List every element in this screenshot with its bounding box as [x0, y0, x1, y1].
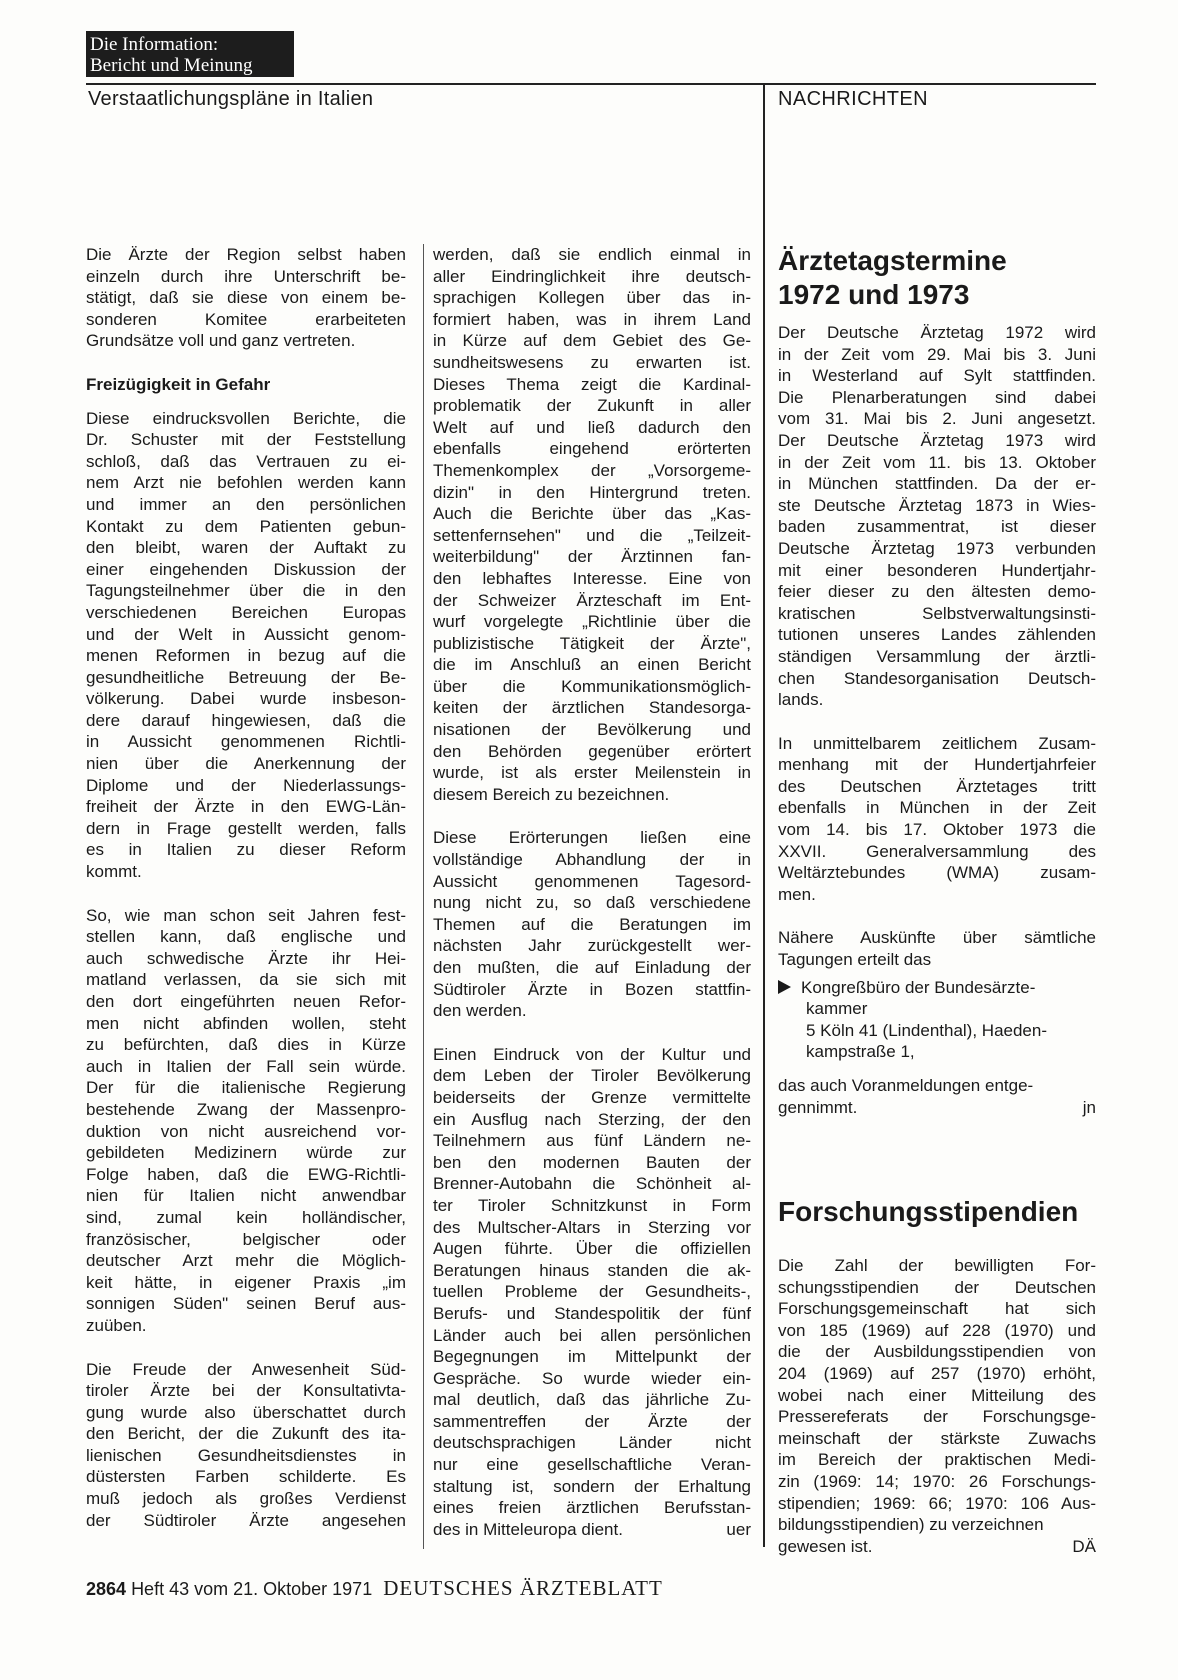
- text-line: deutscher Arzt mehr die Möglich-: [86, 1251, 406, 1271]
- text-line: des Multscher-Altars in Sterzing vor: [433, 1217, 751, 1237]
- paragraph: [778, 733, 1096, 906]
- paragraph: [86, 1359, 406, 1532]
- news-column-forschung: [778, 1255, 1096, 1557]
- text-line: stätigt, daß sie diese von einem be-: [86, 288, 406, 308]
- column-divider-middle: [423, 244, 424, 1549]
- text-line: in Aussicht genommenen Richtli-: [86, 732, 406, 752]
- text-line: Begegnungen im Mittelpunkt der: [433, 1347, 751, 1367]
- text-line: dem Leben der Tiroler Bevölkerung: [433, 1066, 751, 1086]
- text-line: 204 (1969) auf 257 (1970) erhöht,: [778, 1363, 1096, 1383]
- bullet-line: Kongreßbüro der Bundesärzte-: [801, 977, 1036, 997]
- text-line: in der Zeit vom 29. Mai bis 3. Juni: [778, 344, 1096, 364]
- news-title-line-1: Ärztetagstermine: [778, 245, 1007, 276]
- text-line: Teilnehmern aus fünf Ländern ne-: [433, 1131, 751, 1151]
- text-line: nien über die Anerkennung der: [86, 754, 406, 774]
- text-line: Beratungen hinaus standen die ak-: [433, 1260, 751, 1280]
- bullet-line: kampstraße 1,: [806, 1042, 915, 1062]
- paragraph: [778, 927, 1096, 970]
- news-title-forschung: Forschungsstipendien: [778, 1196, 1079, 1227]
- text-line: weiterbildung" der Ärztinnen fan-: [433, 547, 751, 567]
- text-line: die der Ausbildungsstipendien von: [778, 1342, 1096, 1362]
- text-line: So, wie man schon seit Jahren fest-: [86, 905, 406, 925]
- text-line: publizistische Tätigkeit der Ärzte",: [433, 633, 751, 653]
- text-line: Diplome und der Niederlassungs-: [86, 775, 406, 795]
- text-line: den dort eingeführten neuen Refor-: [86, 992, 406, 1011]
- text-line: tiroler Ärzte bei der Konsultativta-: [86, 1381, 406, 1401]
- author-signature: DÄ: [1072, 1536, 1096, 1556]
- topic-heading: Verstaatlichungspläne in Italien: [88, 88, 374, 110]
- text-line: deutschsprachigen Länder nicht: [433, 1433, 751, 1453]
- text-line: feier dieser zu den ältesten demo-: [778, 582, 1096, 602]
- text-line: mal deutlich, daß das jährliche Zu-: [433, 1390, 751, 1410]
- issue-info: Heft 43 vom 21. Oktober 1971: [131, 1579, 373, 1599]
- text-line: Berufs- und Standespolitik der fünf: [433, 1303, 751, 1323]
- text-line: sammentreffen der Ärzte der: [433, 1411, 751, 1431]
- text-line: in Kürze auf dem Gebiet des Ge-: [433, 331, 751, 351]
- text-line: es in Italien zu dieser Reform: [86, 840, 406, 860]
- section-badge: [86, 31, 294, 77]
- news-title-aerztetag: [778, 244, 1007, 312]
- text-line: beiderseits der Grenze vermittelte: [433, 1087, 751, 1107]
- page-footer: [86, 1576, 663, 1601]
- text-line: gung wurde also überschattet durch: [86, 1402, 406, 1422]
- text-line: problematik der Zukunft in aller: [433, 396, 751, 416]
- text-line: sundheitswesens zu erwarten ist.: [433, 352, 751, 372]
- text-line: men nicht abfinden wollen, steht: [86, 1013, 406, 1033]
- text-line: Aussicht genommenen Tagesord-: [433, 871, 751, 891]
- subheading: Freizügigkeit in Gefahr: [86, 374, 271, 394]
- text-line: den bleibt, waren der Auftakt zu: [86, 538, 406, 558]
- paragraph: [86, 244, 406, 352]
- text-line: staltung ist, sondern der Erhaltung: [433, 1476, 751, 1496]
- text-line: Länder auch bei allen persönlichen: [433, 1325, 751, 1345]
- text-line: In unmittelbarem zeitlichem Zusam-: [778, 733, 1096, 753]
- paragraph: [86, 408, 406, 883]
- text-line: wobei nach einer Mitteilung des: [778, 1385, 1096, 1405]
- text-line: den mußten, die auf Einladung der: [433, 958, 751, 977]
- text-line: schungsstipendien der Deutschen: [778, 1277, 1096, 1297]
- text-line: Brenner-Autobahn die Schönheit al-: [433, 1174, 751, 1194]
- text-line: französischer, belgischer oder: [86, 1229, 406, 1249]
- text-line: baden zusammentrat, ist dieser: [778, 517, 1096, 537]
- text-line: in München stattfinden. Da der er-: [778, 474, 1096, 494]
- text-line: Augen führte. Über die offiziellen: [433, 1239, 751, 1259]
- text-line: dern in Frage gestellt werden, falls: [86, 818, 406, 838]
- text-line: Grundsätze voll und ganz vertreten.: [86, 331, 356, 351]
- text-line: duktion von nicht ausreichend vor-: [86, 1121, 406, 1141]
- text-line: gewesen ist.: [778, 1536, 873, 1556]
- text-line: Die Ärzte der Region selbst haben: [86, 245, 406, 264]
- text-line: düstersten Farben schilderte. Es: [86, 1467, 406, 1487]
- column-divider: [763, 84, 765, 1547]
- text-line: Nähere Auskünfte über sämtliche: [778, 928, 1096, 948]
- author-signature: jn: [1082, 1097, 1096, 1117]
- text-line: ein Ausflug nach Sterzing, der den: [433, 1109, 751, 1129]
- text-line: meinschaft der stärkste Zuwachs: [778, 1428, 1096, 1448]
- text-line: lands.: [778, 690, 824, 710]
- text-line: und der Welt in Aussicht genom-: [86, 624, 406, 644]
- text-line: diesem Bereich zu bezeichnen.: [433, 784, 670, 804]
- text-line: nien für Italien nicht anwendbar: [86, 1186, 406, 1206]
- text-line: Südtiroler Ärzte in Bozen stattfin-: [433, 979, 751, 999]
- badge-line-2: Bericht und Meinung: [90, 55, 253, 76]
- triangle-bullet-icon: [778, 980, 791, 994]
- text-line: [433, 1519, 751, 1541]
- text-line: nur eine gesellschaftliche Veran-: [433, 1455, 751, 1475]
- text-line: gebildeten Medizinern würde zur: [86, 1143, 406, 1163]
- text-line: zuüben.: [86, 1315, 147, 1335]
- text-line: sonnigen Süden" seinen Beruf aus-: [86, 1294, 406, 1314]
- text-line: keiten der ärztlichen Standesorga-: [433, 698, 751, 718]
- magazine-name: DEUTSCHES ÄRZTEBLATT: [383, 1576, 663, 1600]
- text-line: stellen kann, daß englische und: [86, 927, 406, 947]
- text-line: ebenfalls in München in der Zeit: [778, 798, 1096, 818]
- text-line: muß jedoch als großes Verdienst: [86, 1489, 406, 1509]
- text-line: Weltärztebundes (WMA) zusam-: [778, 863, 1096, 883]
- news-title-line-2: 1972 und 1973: [778, 279, 970, 310]
- text-line: sind, zumal kein holländischer,: [86, 1207, 406, 1227]
- text-line: der Südtiroler Ärzte angesehen: [86, 1510, 406, 1530]
- text-line: aller Eindringlichkeit ihre deutsch-: [433, 266, 751, 286]
- text-line: nächsten Jahr zurückgestellt wer-: [433, 936, 751, 956]
- text-line: eines freien ärztlichen Berufsstan-: [433, 1498, 751, 1518]
- text-line: menen Reformen in bezug auf die: [86, 646, 406, 666]
- text-line: des in Mitteleuropa dient.: [433, 1519, 623, 1539]
- text-line: Kontakt zu dem Patienten gebun-: [86, 516, 406, 536]
- text-line: chen Standesorganisation Deutsch-: [778, 668, 1096, 688]
- text-line: und immer an den persönlichen: [86, 494, 406, 514]
- text-line: in Westerland auf Sylt stattfinden.: [778, 366, 1096, 386]
- article-column-2: [433, 244, 751, 1540]
- text-line: Dr. Schuster mit der Feststellung: [86, 430, 406, 450]
- paragraph: [86, 905, 406, 1337]
- text-line: lienischen Gesundheitsdienstes in: [86, 1445, 406, 1465]
- text-line: settenfernsehen" und die „Teilzeit-: [433, 525, 751, 545]
- text-line: Forschungsgemeinschaft hat sich: [778, 1299, 1096, 1319]
- text-line: über die Kommunikationsmöglich-: [433, 676, 751, 696]
- text-line: Der Deutsche Ärztetag 1972 wird: [778, 323, 1096, 342]
- text-line: zin (1969: 14; 1970: 26 Forschungs-: [778, 1471, 1096, 1491]
- text-line: einzeln durch ihre Unterschrift be-: [86, 266, 406, 286]
- text-line: Diese Erörterungen ließen eine: [433, 828, 751, 848]
- text-line: im Bereich der praktischen Medi-: [778, 1450, 1096, 1470]
- text-line: Themenkomplex der „Vorsorgeme-: [433, 460, 751, 480]
- text-line: kommt.: [86, 862, 142, 882]
- text-line: formiert haben, was in ihrem Land: [433, 309, 751, 329]
- text-line: ste Deutsche Ärztetag 1873 in Wies-: [778, 495, 1096, 515]
- text-line: Tagungsteilnehmer über die in den: [86, 581, 406, 601]
- text-line: Dieses Thema zeigt die Kardinal-: [433, 374, 751, 394]
- text-line: freiheit der Ärzte in den EWG-Län-: [86, 797, 406, 817]
- text-line: Folge haben, daß die EWG-Richtli-: [86, 1164, 406, 1184]
- text-line: Themen auf die Beratungen im: [433, 914, 751, 934]
- text-line: mit einer besonderen Hundertjahr-: [778, 560, 1096, 580]
- text-line: von 185 (1969) auf 228 (1970) und: [778, 1320, 1096, 1340]
- text-line: des Deutschen Ärztetages tritt: [778, 776, 1096, 796]
- text-line: ben den modernen Bauten der: [433, 1152, 751, 1172]
- text-line: den lebhaftes Interesse. Eine von: [433, 568, 751, 588]
- text-line: stipendien; 1969: 66; 1970: 106 Aus-: [778, 1493, 1096, 1513]
- article-column-1: [86, 244, 406, 1531]
- text-line: gennimmt.: [778, 1097, 858, 1117]
- paragraph: [433, 827, 751, 1021]
- text-line: [778, 1536, 1096, 1558]
- text-line: dere darauf hingewiesen, daß die: [86, 710, 406, 730]
- text-line: Auch die Berichte über das „Kas-: [433, 504, 751, 524]
- text-line: den Behörden gegenüber erörtert: [433, 741, 751, 761]
- text-line: keit hätte, in eigener Praxis „im: [86, 1272, 406, 1292]
- paragraph: [778, 1255, 1096, 1536]
- text-line: werden, daß sie endlich einmal in: [433, 245, 751, 264]
- text-line: auch schwedische Ärzte ihr Hei-: [86, 948, 406, 968]
- bullet-item: [778, 977, 1096, 999]
- text-line: schloß, daß das Vertrauen zu ei-: [86, 451, 406, 471]
- text-line: die im Anschluß an einen Bericht: [433, 655, 751, 675]
- text-line: XXVII. Generalversammlung des: [778, 841, 1096, 861]
- text-line: ter Tiroler Schnitzkunst in Form: [433, 1195, 751, 1215]
- page-number: 2864: [86, 1579, 127, 1599]
- bullet-line: kammer: [806, 999, 868, 1019]
- text-line: Deutsche Ärztetag 1973 verbunden: [778, 538, 1096, 558]
- text-line: menhang mit der Hundertjahrfeier: [778, 755, 1096, 775]
- text-line: das auch Voranmeldungen entge-: [778, 1076, 1034, 1095]
- text-line: Die Freude der Anwesenheit Süd-: [86, 1359, 406, 1379]
- text-line: Gespräche. So wurde wieder ein-: [433, 1368, 751, 1388]
- badge-line-1: Die Information:: [90, 34, 219, 55]
- text-line: den Bericht, der die Zukunft des ita-: [86, 1424, 406, 1444]
- text-line: kratischen Selbstverwaltungsinsti-: [778, 603, 1096, 623]
- text-line: dizin" in den Hintergrund treten.: [433, 482, 751, 502]
- text-line: völkerung. Dabei wurde insbeson-: [86, 689, 406, 709]
- text-line: men.: [778, 884, 816, 904]
- text-line: Der Deutsche Ärztetag 1973 wird: [778, 430, 1096, 450]
- text-line: auch in Italien der Fall sein würde.: [86, 1056, 406, 1076]
- text-line: tuellen Probleme der Gesundheits-,: [433, 1282, 751, 1302]
- text-line: Welt auf und ließ dadurch den: [433, 417, 751, 437]
- text-line: Einen Eindruck von der Kultur und: [433, 1044, 751, 1064]
- author-signature: uer: [726, 1519, 751, 1539]
- text-line: gesundheitliche Betreuung der Be-: [86, 667, 406, 687]
- text-line: Die Zahl der bewilligten For-: [778, 1256, 1096, 1275]
- section-heading: NACHRICHTEN: [778, 88, 928, 110]
- text-line: matland verlassen, da sie sich mit: [86, 970, 406, 990]
- paragraph: [433, 244, 751, 805]
- text-line: Der für die italienische Regierung: [86, 1078, 406, 1098]
- news-column-aerztetag: [778, 322, 1096, 1118]
- text-line: wurde, ist als erster Meilenstein in: [433, 763, 751, 783]
- text-line: wurf vorgelegte „Richtlinie über die: [433, 612, 751, 632]
- text-line: tutionen unseres Landes zählenden: [778, 625, 1096, 645]
- bullet-line: 5 Köln 41 (Lindenthal), Haeden-: [806, 1020, 1047, 1040]
- text-line: Tagungen erteilt das: [778, 950, 932, 970]
- header-rule: [86, 83, 1096, 85]
- text-line: einer eingehenden Diskussion der: [86, 559, 406, 579]
- text-line: bestehende Zwang der Massenpro-: [86, 1099, 406, 1119]
- paragraph: [433, 1044, 751, 1541]
- text-line: sprachigen Kollegen über das in-: [433, 288, 751, 308]
- text-line: vollständige Abhandlung der in: [433, 850, 751, 870]
- text-line: nung nicht zu, so daß verschiedene: [433, 893, 751, 913]
- text-line: in der Zeit vom 11. bis 13. Oktober: [778, 452, 1096, 472]
- text-line: der Schweizer Ärzteschaft im Ent-: [433, 590, 751, 610]
- text-line: nem Arzt nie befohlen werden kann: [86, 473, 406, 493]
- text-line: sonderen Komitee erarbeiteten: [86, 309, 406, 329]
- text-line: verschiedenen Bereichen Europas: [86, 602, 406, 622]
- text-line: Pressereferats der Forschungsge-: [778, 1407, 1096, 1427]
- text-line: bildungsstipendien) zu verzeichnen: [778, 1515, 1044, 1535]
- text-line: ebenfalls eingehend erörterten: [433, 439, 751, 459]
- text-line: [778, 1097, 1096, 1119]
- text-line: ständigen Versammlung der ärztli-: [778, 646, 1096, 666]
- text-line: vom 31. Mai bis 2. Juni angesetzt.: [778, 409, 1096, 429]
- text-line: den werden.: [433, 1001, 527, 1021]
- text-line: zu befürchten, daß dies in Kürze: [86, 1035, 406, 1055]
- text-line: vom 14. bis 17. Oktober 1973 die: [778, 820, 1096, 840]
- text-line: Diese eindrucksvollen Berichte, die: [86, 408, 406, 428]
- text-line: nisationen der Bevölkerung und: [433, 720, 751, 740]
- paragraph: [778, 322, 1096, 711]
- text-line: Die Plenarberatungen sind dabei: [778, 387, 1096, 407]
